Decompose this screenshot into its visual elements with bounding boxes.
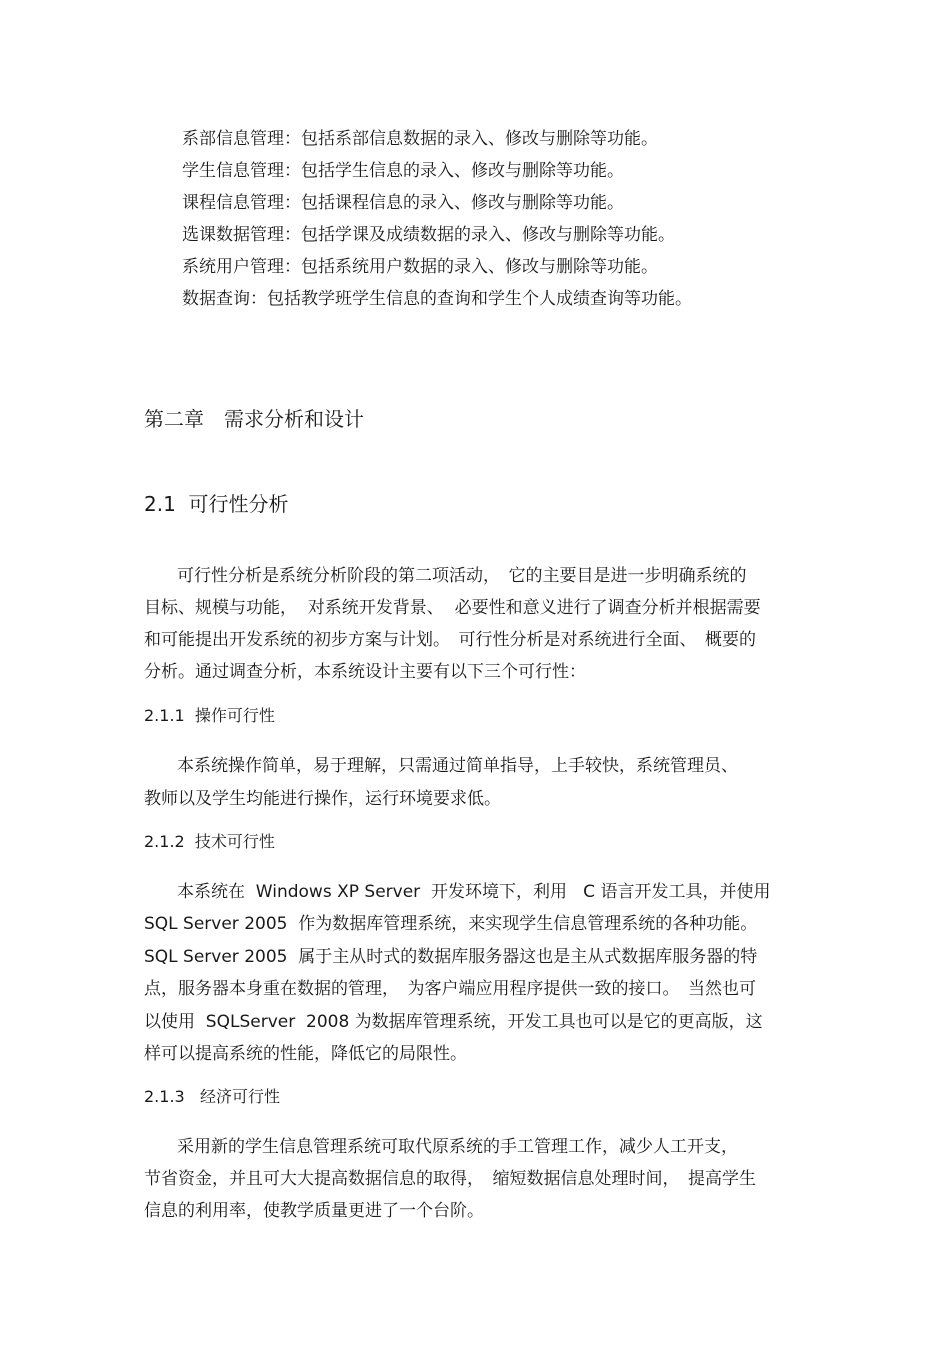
paragraph-line: SQL Server 2005 作为数据库管理系统，来实现学生信息管理系统的各种功能。 — [144, 914, 758, 934]
paragraph-line: 分析。通过调查分析，本系统设计主要有以下三个可行性： — [144, 662, 586, 682]
feature-item: 课程信息管理：包括课程信息的录入、修改与删除等功能。 — [182, 193, 624, 213]
section-heading-2-1-2: 2.1.2 技术可行性 — [144, 832, 275, 851]
section-heading-2-1: 2.1 可行性分析 — [144, 492, 289, 516]
feature-item: 选课数据管理：包括学课及成绩数据的录入、修改与删除等功能。 — [182, 225, 675, 245]
paragraph-line: SQL Server 2005 属于主从时式的数据库服务器这也是主从式数据库服务器的特 — [144, 947, 758, 967]
paragraph-line: 和可能提出开发系统的初步方案与计划。 可行性分析是对系统进行全面、 概要的 — [144, 630, 756, 650]
paragraph-line: 点，服务器本身重在数据的管理， 为客户端应用程序提供一致的接口。 当然也可 — [144, 979, 756, 999]
feature-item: 系部信息管理：包括系部信息数据的录入、修改与删除等功能。 — [182, 129, 658, 149]
paragraph-line: 本系统操作简单，易于理解，只需通过简单指导，上手较快，系统管理员、 — [177, 756, 738, 776]
paragraph-line: 以使用 SQLServer 2008 为数据库管理系统，开发工具也可以是它的更高版，这 — [144, 1012, 763, 1032]
paragraph-line: 目标、规模与功能， 对系统开发背景、 必要性和意义进行了调查分析并根据需要 — [144, 598, 761, 618]
feature-item: 系统用户管理：包括系统用户数据的录入、修改与删除等功能。 — [182, 257, 658, 277]
section-heading-2-1-1: 2.1.1 操作可行性 — [144, 706, 275, 725]
feature-item: 数据查询：包括教学班学生信息的查询和学生个人成绩查询等功能。 — [182, 289, 692, 309]
paragraph-line: 采用新的学生信息管理系统可取代原系统的手工管理工作，减少人工开支， — [177, 1137, 738, 1157]
paragraph-line: 教师以及学生均能进行操作，运行环境要求低。 — [144, 789, 501, 809]
paragraph-line: 信息的利用率，使教学质量更进了一个台阶。 — [144, 1201, 484, 1221]
chapter-title: 第二章 需求分析和设计 — [144, 407, 364, 431]
feature-item: 学生信息管理：包括学生信息的录入、修改与删除等功能。 — [182, 161, 624, 181]
paragraph-line: 节省资金，并且可大大提高数据信息的取得， 缩短数据信息处理时间， 提高学生 — [144, 1169, 756, 1189]
paragraph-line: 本系统在 Windows XP Server 开发环境下，利用 C 语言开发工具，并使用 — [177, 882, 771, 902]
paragraph-line: 可行性分析是系统分析阶段的第二项活动， 它的主要目是进一步明确系统的 — [177, 566, 747, 586]
paragraph-line: 样可以提高系统的性能，降低它的局限性。 — [144, 1044, 467, 1064]
section-heading-2-1-3: 2.1.3 经济可行性 — [144, 1087, 280, 1106]
